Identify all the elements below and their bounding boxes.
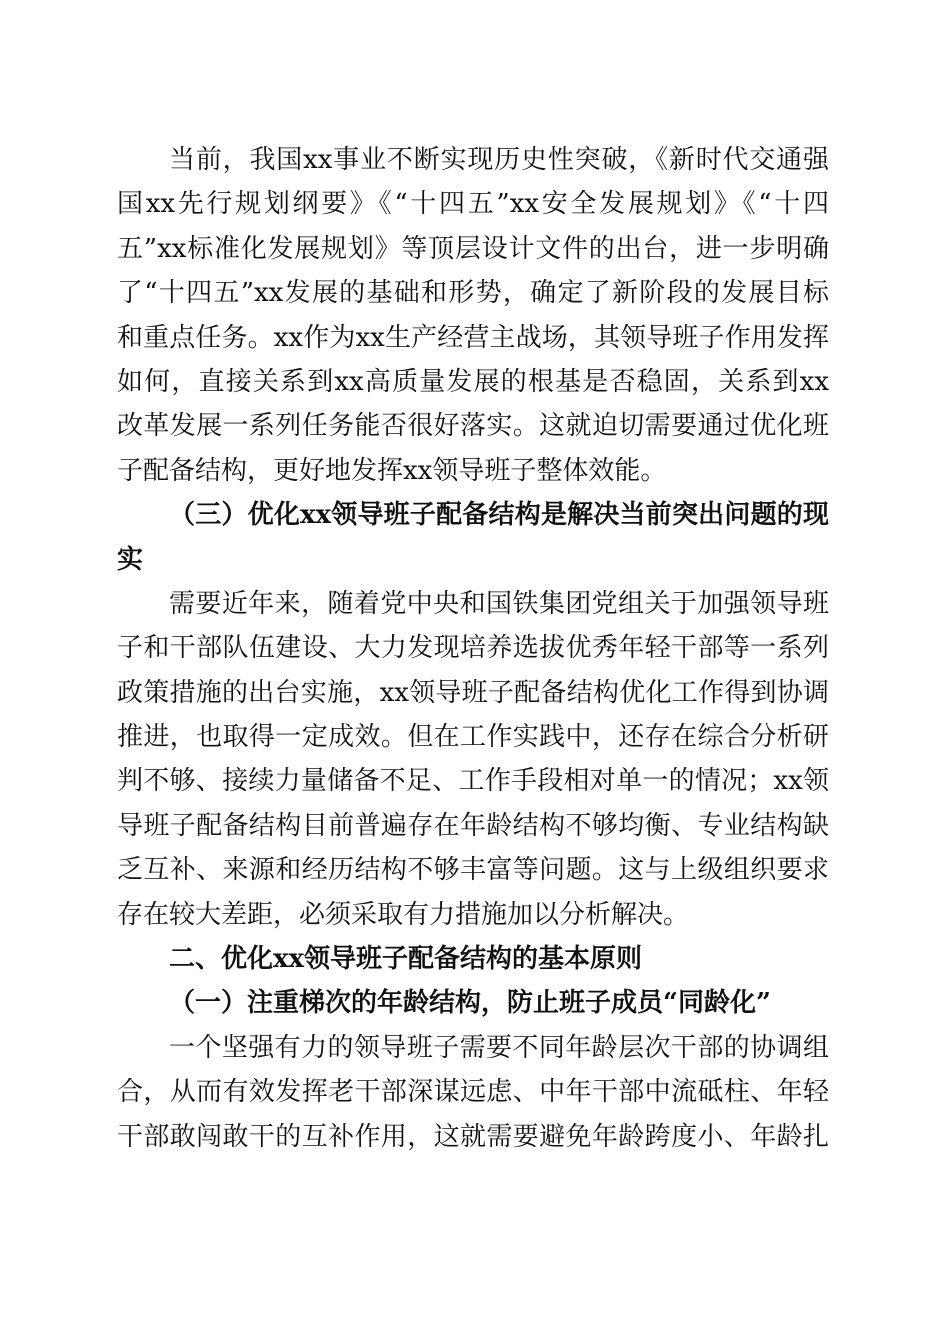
text-line: 和重点任务。xx作为xx生产经营主战场，其领导班子作用发挥 bbox=[117, 322, 829, 353]
subheading-one bbox=[117, 981, 829, 1025]
section-heading: 二、优化xx领导班子配备结构的基本原则 bbox=[169, 944, 643, 975]
text-line: 合，从而有效发挥老干部深谋远虑、中年干部中流砥柱、年轻 bbox=[117, 1077, 829, 1108]
text-line: 当前，我国xx事业不断实现历史性突破，《新时代交通强 bbox=[169, 145, 829, 175]
subheading-line: 实 bbox=[117, 544, 144, 575]
text-line: 改革发展一系列任务能否很好落实。这就迫切需要通过优化班 bbox=[117, 411, 829, 442]
text-line: 了“十四五”xx发展的基础和形势，确定了新阶段的发展目标 bbox=[117, 278, 829, 309]
text-line: 五”xx标准化发展规划》等顶层设计文件的出台，进一步明确 bbox=[117, 233, 829, 264]
text-line: 政策措施的出台实施，xx领导班子配备结构优化工作得到协调 bbox=[117, 677, 829, 708]
subheading-three bbox=[117, 493, 829, 582]
text-line: 如何，直接关系到xx高质量发展的根基是否稳固，关系到xx bbox=[117, 366, 829, 397]
section-heading-two bbox=[117, 937, 829, 981]
text-line: 国xx先行规划纲要》《“十四五”xx安全发展规划》《“十四 bbox=[117, 189, 829, 220]
text-line: 干部敢闯敢干的互补作用，这就需要避免年龄跨度小、年龄扎 bbox=[117, 1121, 829, 1152]
subheading-line: （一）注重梯次的年龄结构，防止班子成员“同龄化” bbox=[169, 988, 771, 1019]
text-line: 需要近年来，随着党中央和国铁集团党组关于加强领导班 bbox=[169, 588, 829, 619]
text-line: 导班子配备结构目前普遍存在年龄结构不够均衡、专业结构缺 bbox=[117, 810, 829, 841]
paragraph-age-structure bbox=[117, 1026, 829, 1159]
subheading-line: （三）优化xx领导班子配备结构是解决当前突出问题的现 bbox=[169, 500, 829, 531]
document-body bbox=[117, 138, 829, 1159]
text-line: 推进，也取得一定成效。但在工作实践中，还存在综合分析研 bbox=[117, 722, 829, 753]
text-line: 存在较大差距，必须采取有力措施加以分析解决。 bbox=[117, 899, 690, 930]
text-line: 判不够、接续力量储备不足、工作手段相对单一的情况；xx领 bbox=[117, 766, 829, 797]
text-line: 乏互补、来源和经历结构不够丰富等问题。这与上级组织要求 bbox=[117, 855, 829, 886]
text-line: 子配备结构，更好地发挥xx领导班子整体效能。 bbox=[117, 455, 667, 486]
paragraph-problems bbox=[117, 582, 829, 937]
paragraph-context bbox=[117, 138, 829, 493]
text-line: 子和干部队伍建设、大力发现培养选拔优秀年轻干部等一系列 bbox=[117, 633, 829, 664]
text-line: 一个坚强有力的领导班子需要不同年龄层次干部的协调组 bbox=[169, 1032, 829, 1063]
